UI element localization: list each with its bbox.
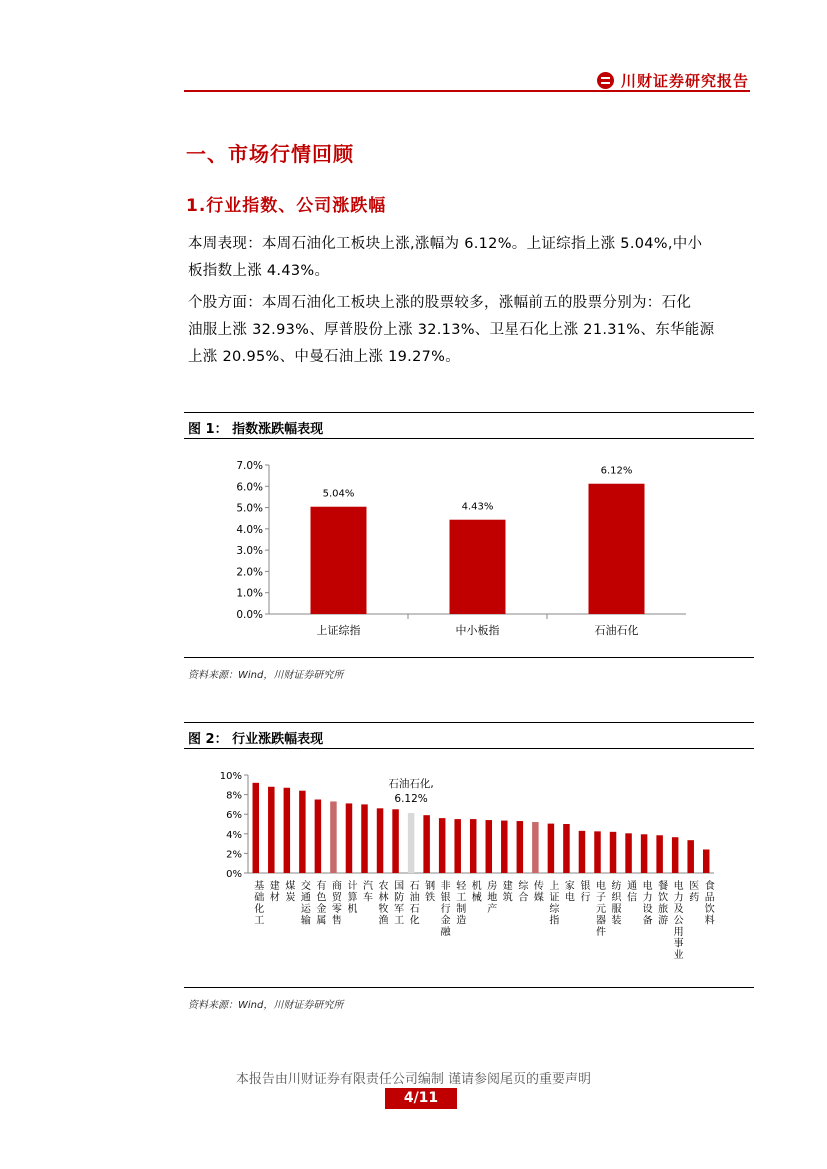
x-tick-label: 医药	[689, 881, 700, 904]
bar	[284, 788, 291, 873]
x-tick-label: 上证综指	[549, 881, 560, 927]
bar	[532, 822, 539, 873]
chuancai-logo-icon	[597, 72, 614, 89]
y-tick-label: 6.0%	[236, 481, 263, 494]
bar	[299, 791, 306, 873]
bar	[315, 800, 322, 874]
bar	[703, 849, 710, 873]
figure-2-title: 图 2： 行业涨跌幅表现	[184, 723, 754, 749]
y-tick-label: 1.0%	[236, 587, 263, 600]
figure-2-source: 资料来源：Wind，川财证券研究所	[188, 1000, 344, 1011]
data-label: 4.43%	[461, 501, 494, 513]
bar	[423, 815, 430, 873]
x-tick-label: 煤炭	[285, 881, 296, 904]
y-tick-label: 5.0%	[236, 502, 263, 515]
figure-1-source: 资料来源：Wind，川财证券研究所	[188, 670, 344, 681]
x-tick-label: 汽车	[363, 881, 373, 904]
bar	[656, 835, 663, 873]
bar	[377, 808, 384, 873]
x-tick-label: 银行	[580, 881, 591, 904]
bar	[610, 832, 617, 873]
data-label: 6.12%	[600, 465, 633, 477]
bar	[330, 801, 337, 873]
x-tick-label: 电力设备	[642, 881, 653, 927]
y-tick-label: 4%	[226, 829, 242, 841]
x-tick-label: 中小板指	[455, 624, 500, 637]
x-tick-label: 电力及公用事业	[673, 881, 684, 961]
paragraph-line: 本周表现：本周石油化工板块上涨,涨幅为 6.12%。上证综指上涨 5.04%,中小	[188, 236, 703, 252]
y-tick-label: 2.0%	[236, 566, 263, 579]
bar	[486, 820, 493, 873]
annotation-label: 石油石化,	[388, 778, 434, 791]
x-tick-label: 国防军工	[394, 881, 405, 927]
x-tick-label: 食品饮料	[704, 881, 715, 927]
figure-1	[184, 412, 754, 661]
x-tick-label: 石油石化	[594, 624, 639, 637]
bar	[672, 837, 679, 873]
section-title: 一、市场行情回顾	[186, 142, 354, 166]
y-tick-label: 7.0%	[236, 460, 263, 472]
x-tick-label: 商贸零售	[331, 881, 342, 927]
x-tick-label: 非银行金融	[440, 881, 451, 938]
bar	[268, 787, 275, 873]
bar	[589, 484, 645, 614]
bar	[311, 507, 367, 614]
footer-disclaimer: 本报告由川财证券有限责任公司编制 谨请参阅尾页的重要声明	[235, 1072, 592, 1087]
x-tick-label: 交通运输	[300, 881, 311, 927]
bar	[346, 803, 353, 873]
x-tick-label: 钢铁	[425, 881, 436, 904]
x-tick-label: 机械	[471, 881, 482, 904]
x-tick-label: 电子元器件	[596, 881, 606, 938]
x-tick-label: 建材	[269, 881, 280, 904]
header-brand	[597, 70, 749, 91]
x-tick-label: 房地产	[487, 881, 498, 915]
x-tick-label: 建筑	[502, 881, 513, 904]
x-tick-label: 上证综指	[316, 624, 361, 637]
data-label: 5.04%	[322, 488, 355, 500]
figure-2	[184, 722, 754, 991]
brand-name: 川财证券研究报告	[620, 72, 749, 90]
subsection-title: 1.行业指数、公司涨跌幅	[186, 196, 387, 216]
x-tick-label: 基础化工	[254, 881, 265, 927]
figure-1-chart	[184, 439, 754, 657]
y-tick-label: 6%	[226, 810, 242, 822]
paragraph-stock-performance	[188, 290, 754, 371]
paragraph-line: 板指数上涨 4.43%。	[188, 263, 330, 279]
figure-2-bottom-rule	[184, 987, 754, 988]
x-tick-label: 综合	[518, 881, 529, 904]
bar	[548, 824, 555, 873]
paragraph-line: 油服上涨 32.93%、厚普股份上涨 32.13%、卫星石化上涨 21.31%、东华能源	[188, 322, 715, 338]
x-tick-label: 纺织服装	[611, 881, 622, 927]
bar	[501, 821, 508, 873]
y-tick-label: 0.0%	[236, 609, 263, 621]
y-tick-label: 4.0%	[236, 523, 263, 536]
x-tick-label: 家电	[564, 881, 575, 904]
y-tick-label: 3.0%	[236, 545, 263, 558]
bar	[594, 831, 601, 873]
bar	[470, 819, 477, 873]
bar	[517, 821, 524, 873]
x-tick-label: 石油石化	[409, 881, 420, 927]
bar	[450, 520, 506, 614]
bar	[563, 824, 570, 873]
x-tick-label: 计算机	[347, 881, 358, 915]
x-tick-label: 传媒	[533, 881, 544, 904]
x-tick-label: 农林牧渔	[378, 881, 389, 927]
page-number: 4/11	[385, 1088, 457, 1109]
x-tick-label: 有色金属	[316, 881, 327, 927]
annotation-value: 6.12%	[394, 793, 428, 806]
paragraph-line: 个股方面：本周石油化工板块上涨的股票较多，涨幅前五的股票分别为：石化	[188, 295, 692, 311]
bar	[253, 783, 260, 873]
bar	[454, 819, 461, 873]
x-tick-label: 餐饮旅游	[658, 881, 669, 927]
bar	[392, 809, 399, 873]
figure-1-title: 图 1： 指数涨跌幅表现	[184, 413, 754, 439]
paragraph-line: 上涨 20.95%、中曼石油上涨 19.27%。	[188, 349, 460, 365]
figure-1-bottom-rule	[184, 657, 754, 658]
figure-2-chart	[184, 749, 754, 987]
bar	[687, 840, 694, 873]
header-divider	[184, 90, 750, 92]
x-tick-label: 通信	[627, 881, 638, 904]
paragraph-index-performance	[188, 231, 754, 285]
bar	[641, 834, 648, 873]
y-tick-label: 2%	[226, 849, 242, 861]
bar	[625, 833, 632, 873]
y-tick-label: 0%	[226, 869, 242, 880]
y-tick-label: 10%	[219, 771, 242, 782]
bar	[579, 831, 586, 873]
bar	[439, 818, 446, 873]
bar	[408, 813, 415, 873]
x-tick-label: 轻工制造	[456, 881, 467, 927]
bar	[361, 804, 368, 873]
y-tick-label: 8%	[226, 790, 242, 802]
